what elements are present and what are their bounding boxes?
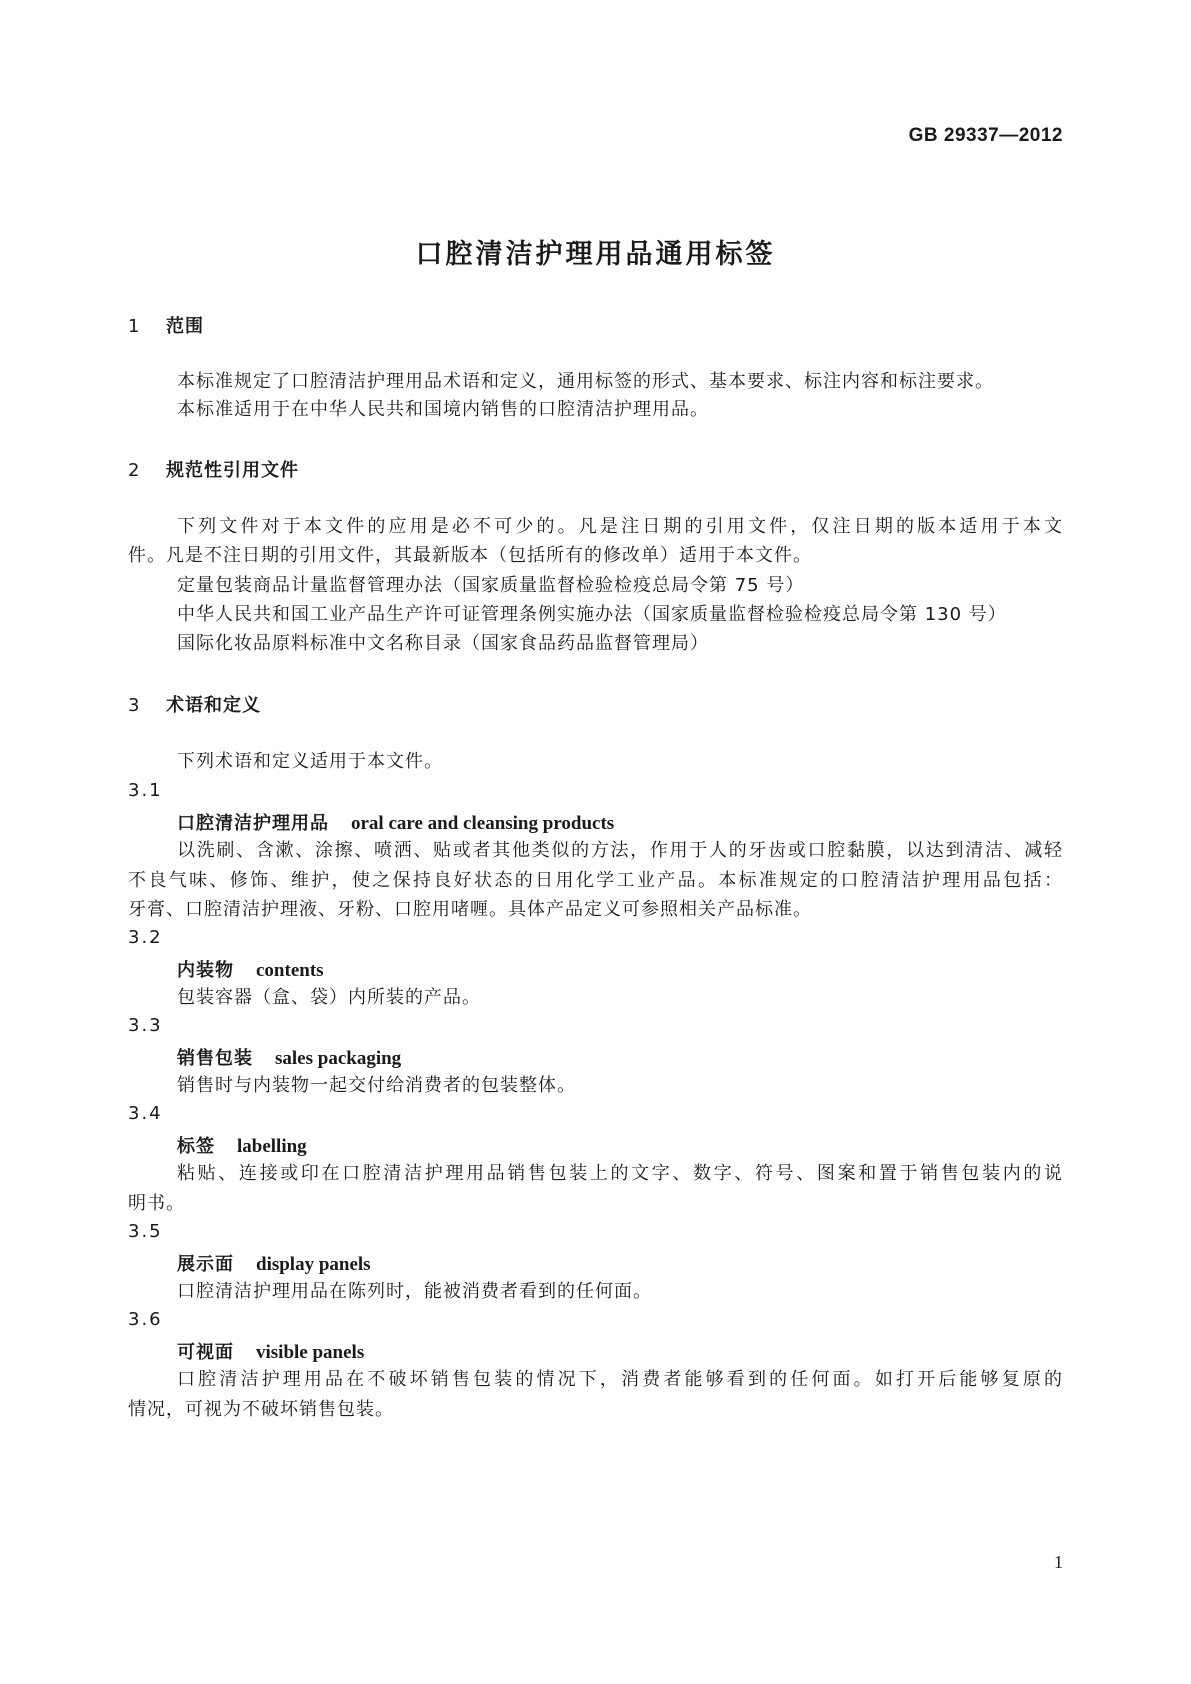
term-chinese: 可视面 xyxy=(177,1342,234,1363)
term-chinese: 标签 xyxy=(177,1136,215,1157)
reference-item: 定量包装商品计量监督管理办法（国家质量监督检验检疫总局令第 75 号） xyxy=(177,575,805,596)
term-english: oral care and cleansing products xyxy=(351,813,615,834)
section-heading-normative-references xyxy=(128,456,299,482)
definition-line: 不良气味、修饰、维护，使之保持良好状态的日用化学工业产品。本标准规定的口腔清洁护理用品包括： xyxy=(128,870,1063,891)
term-entry xyxy=(177,809,614,835)
definition-line: 口腔清洁护理用品在不破坏销售包装的情况下，消费者能够看到的任何面。如打开后能够复原的 xyxy=(177,1369,1063,1390)
section-number: 3 xyxy=(128,695,141,716)
page-number: 1 xyxy=(1054,1552,1063,1572)
section-number: 1 xyxy=(128,316,141,337)
reference-item: 国际化妆品原料标准中文名称目录（国家食品药品监督管理局） xyxy=(177,633,709,654)
term-entry xyxy=(177,1250,371,1276)
term-entry xyxy=(177,1338,364,1364)
definition-line: 包装容器（盒、袋）内所装的产品。 xyxy=(177,987,481,1008)
paragraph: 本标准规定了口腔清洁护理用品术语和定义，通用标签的形式、基本要求、标注内容和标注要求。 xyxy=(177,371,994,392)
term-entry xyxy=(177,1044,401,1070)
definition-line: 口腔清洁护理用品在陈列时，能被消费者看到的任何面。 xyxy=(177,1281,652,1302)
clause-number: 3.2 xyxy=(128,927,163,948)
reference-item: 中华人民共和国工业产品生产许可证管理条例实施办法（国家质量监督检验检疫总局令第 130 号） xyxy=(177,604,1007,625)
definition-line: 粘贴、连接或印在口腔清洁护理用品销售包装上的文字、数字、符号、图案和置于销售包装内的说 xyxy=(177,1163,1063,1184)
definition-line: 以洗刷、含漱、涂擦、喷洒、贴或者其他类似的方法，作用于人的牙齿或口腔黏膜，以达到清洁、减轻 xyxy=(177,840,1063,861)
standard-number: GB 29337—2012 xyxy=(908,125,1063,146)
definition-line: 销售时与内装物一起交付给消费者的包装整体。 xyxy=(177,1075,576,1096)
term-english: labelling xyxy=(237,1136,307,1157)
section-number: 2 xyxy=(128,460,141,481)
document-title: 口腔清洁护理用品通用标签 xyxy=(415,239,776,270)
term-chinese: 内装物 xyxy=(177,960,234,981)
clause-number: 3.1 xyxy=(128,780,163,801)
definition-line: 牙膏、口腔清洁护理液、牙粉、口腔用啫喱。具体产品定义可参照相关产品标准。 xyxy=(128,899,812,920)
section-heading-scope xyxy=(128,312,204,338)
term-english: sales packaging xyxy=(275,1048,402,1069)
term-english: contents xyxy=(256,960,324,981)
section-title: 规范性引用文件 xyxy=(166,460,299,481)
section-title: 范围 xyxy=(166,316,204,337)
paragraph: 件。凡是不注日期的引用文件，其最新版本（包括所有的修改单）适用于本文件。 xyxy=(128,545,812,566)
term-english: display panels xyxy=(256,1254,371,1275)
term-chinese: 展示面 xyxy=(177,1254,234,1275)
section-title: 术语和定义 xyxy=(166,695,261,716)
clause-number: 3.4 xyxy=(128,1103,163,1124)
clause-number: 3.5 xyxy=(128,1221,163,1242)
clause-number: 3.6 xyxy=(128,1309,163,1330)
paragraph: 本标准适用于在中华人民共和国境内销售的口腔清洁护理用品。 xyxy=(177,399,709,420)
section-heading-terms-definitions xyxy=(128,691,261,717)
term-chinese: 口腔清洁护理用品 xyxy=(177,813,329,834)
definition-line: 情况，可视为不破坏销售包装。 xyxy=(128,1399,394,1420)
paragraph: 下列文件对于本文件的应用是必不可少的。凡是注日期的引用文件，仅注日期的版本适用于本文 xyxy=(177,516,1063,537)
term-entry xyxy=(177,1132,307,1158)
term-chinese: 销售包装 xyxy=(177,1048,253,1069)
paragraph: 下列术语和定义适用于本文件。 xyxy=(177,751,443,772)
term-entry xyxy=(177,956,324,982)
term-english: visible panels xyxy=(256,1342,365,1363)
definition-line: 明书。 xyxy=(128,1193,185,1214)
clause-number: 3.3 xyxy=(128,1015,163,1036)
